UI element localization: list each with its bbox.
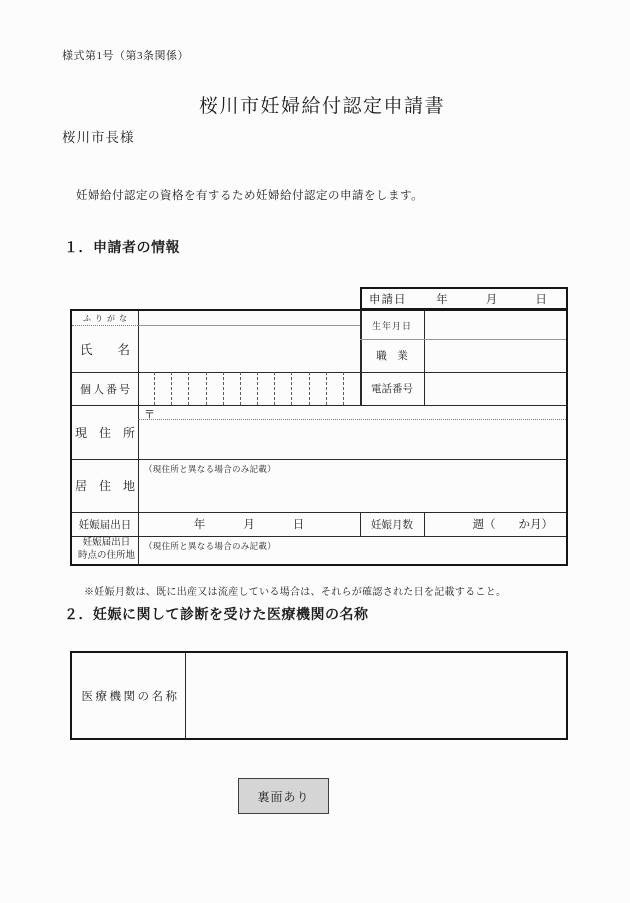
furigana-field-underline: [138, 325, 360, 326]
personal-number-digit-cell: [207, 372, 224, 405]
address-at-notification-note: （現住所と異なる場合のみ記載）: [144, 541, 277, 551]
personal-number-digit-cell: [224, 372, 241, 405]
name-label: 氏 名: [79, 342, 130, 357]
application-date-day-unit: 日: [535, 293, 547, 306]
personal-number-digit-cell: [258, 372, 275, 405]
notification-date-month-unit: 月: [243, 519, 255, 531]
personal-number-label: 個人番号: [80, 383, 132, 396]
current-address-label: 現 住 所: [74, 425, 135, 440]
furigana-label: ふりがな: [83, 313, 131, 323]
birth-date-label: 生年月日: [371, 320, 412, 331]
occupation-label: 職 業: [376, 351, 408, 362]
personal-number-digit-cell: [241, 372, 258, 405]
personal-number-digit-cell: [292, 372, 309, 405]
pregnancy-months-footnote: ※妊娠月数は、既に出産又は流産している場合は、それらが確認された日を記載すること。: [84, 587, 507, 598]
address-at-notification-label: 妊娠届出日 時点の住所地: [77, 538, 135, 561]
form-number: 様式第1号（第3条関係）: [62, 50, 189, 62]
section1-heading: １．申請者の情報: [64, 241, 180, 256]
medical-label-divider: [185, 653, 186, 738]
pregnancy-months-label: 妊娠月数: [371, 519, 413, 531]
applicant-info-table: [70, 309, 568, 566]
personal-number-digit-cell: [275, 372, 292, 405]
personal-number-digit-cell: [189, 372, 206, 405]
personal-number-digit-cell: [155, 372, 172, 405]
back-side-notice-box: [238, 778, 329, 814]
notification-date-year-unit: 年: [193, 519, 206, 531]
application-date-year-unit: 年: [436, 293, 448, 306]
medical-institution-label: 医療機関の名称: [81, 690, 180, 703]
postal-code-underline: [138, 419, 566, 420]
personal-number-digit-cell: [172, 372, 189, 405]
addressee: 桜川市長様: [62, 130, 135, 145]
phone-number-label: 電話番号: [371, 384, 413, 395]
personal-number-digit-boxes: [138, 372, 360, 405]
back-side-label: 裏面あり: [257, 789, 310, 804]
application-date-row: [360, 287, 568, 310]
personal-number-digit-cell: [138, 372, 155, 405]
residence-note: （現住所と異なる場合のみ記載）: [144, 464, 277, 474]
medical-institution-table: [70, 651, 568, 740]
notification-date-field: [138, 512, 360, 536]
personal-number-digit-cell: [344, 372, 360, 405]
address-row-divider: [72, 459, 566, 460]
declaration-text: 妊婦給付認定の資格を有するため妊婦給付認定の申請をします。: [76, 190, 424, 202]
application-date-label: 申請日: [369, 293, 407, 306]
notification-row-divider: [72, 536, 566, 537]
personal-number-digit-cell: [327, 372, 344, 405]
section2-heading: ２．妊娠に関して診断を受けた医療機関の名称: [64, 608, 369, 623]
right-label-divider-top: [424, 311, 425, 405]
pregnancy-months-units: 週（ か月）: [472, 519, 553, 531]
personal-number-digit-cell: [310, 372, 327, 405]
page-title: 桜川市妊婦給付認定申請書: [198, 96, 445, 117]
notification-date-label: 妊娠届出日: [78, 519, 132, 531]
notification-date-day-unit: 日: [292, 519, 305, 531]
application-date-month-unit: 月: [485, 293, 498, 306]
residence-label: 居 住 地: [74, 479, 135, 493]
postal-mark: 〒: [144, 409, 155, 421]
